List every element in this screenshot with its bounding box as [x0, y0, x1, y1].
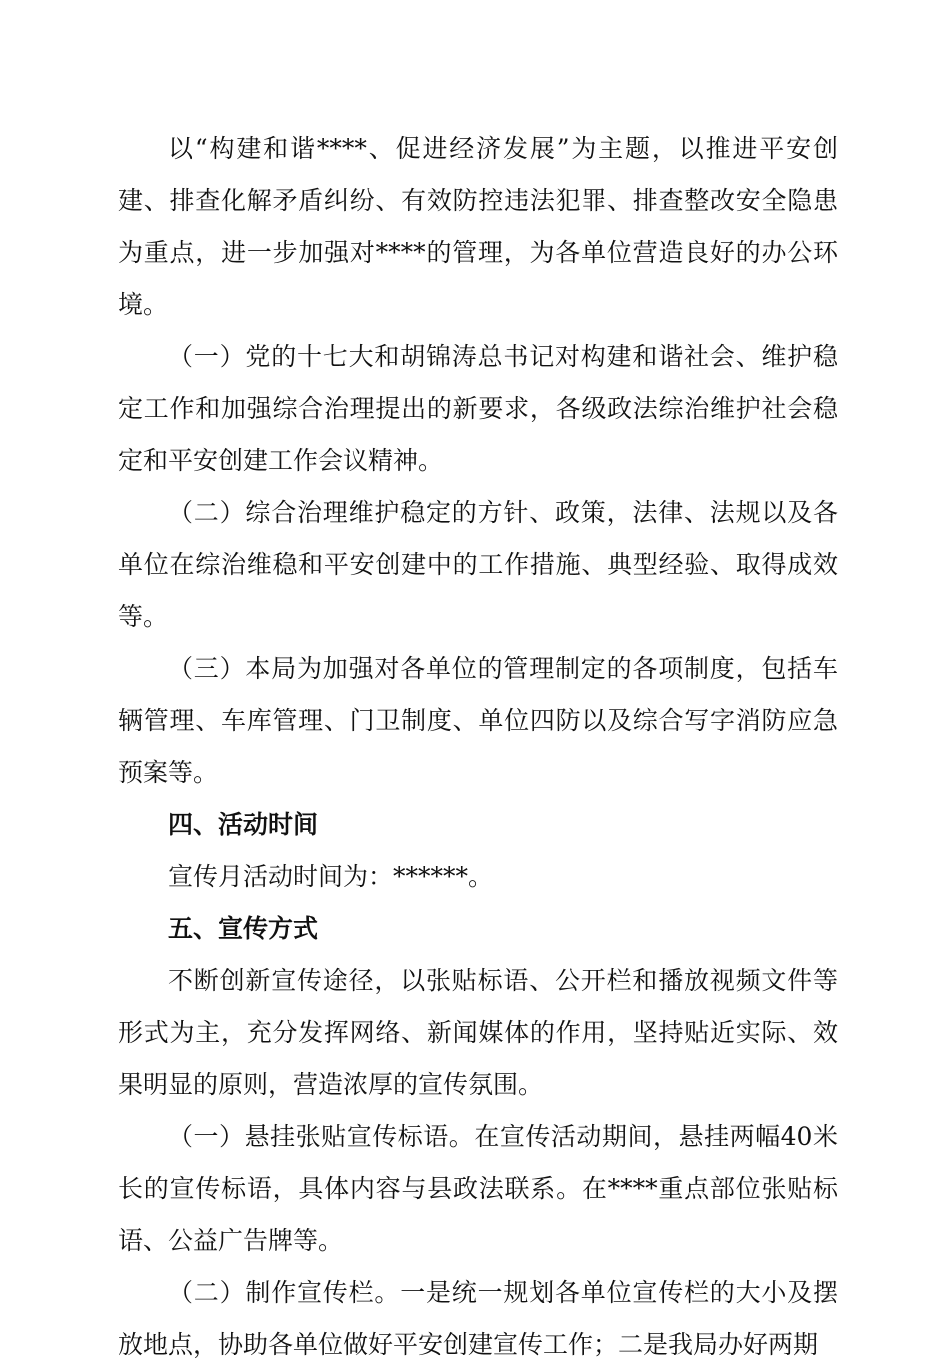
paragraph-theme: 以“构建和谐****、促进经济发展”为主题，以推进平安创建、排查化解矛盾纠纷、有效防控违法犯罪、排查整改安全隐患为重点，进一步加强对****的管理，为各单位营造良好的办公环境。 [118, 134, 838, 319]
paragraph-publicity-intro: 不断创新宣传途径，以张贴标语、公开栏和播放视频文件等形式为主，充分发挥网络、新闻媒体的作用，坚持贴近实际、效果明显的原则，营造浓厚的宣传氛围。 [118, 966, 838, 1099]
paragraph-item-3: （三）本局为加强对各单位的管理制定的各项制度，包括车辆管理、车库管理、门卫制度、单位四防以及综合写字消防应急预案等。 [118, 654, 838, 787]
section-heading-activity-time: 四、活动时间 [168, 810, 319, 839]
paragraph-item-2: （二）综合治理维护稳定的方针、政策，法律、法规以及各单位在综治维稳和平安创建中的工作措施、典型经验、取得成效等。 [118, 498, 838, 631]
paragraph-activity-time: 宣传月活动时间为：******。 [168, 862, 494, 891]
document-body [118, 123, 838, 1371]
paragraph-item-1: （一）党的十七大和胡锦涛总书记对构建和谐社会、维护稳定工作和加强综合治理提出的新要求，各级政法综治维护社会稳定和平安创建工作会议精神。 [118, 342, 838, 475]
paragraph-slogans: （一）悬挂张贴宣传标语。在宣传活动期间，悬挂两幅40米长的宣传标语，具体内容与县政法联系。在****重点部位张贴标语、公益广告牌等。 [118, 1122, 838, 1255]
paragraph-publicity-board: （二）制作宣传栏。一是统一规划各单位宣传栏的大小及摆放地点，协助各单位做好平安创建宣传工作；二是我局办好两期 [118, 1278, 838, 1359]
section-heading-publicity-method: 五、宣传方式 [168, 914, 319, 943]
